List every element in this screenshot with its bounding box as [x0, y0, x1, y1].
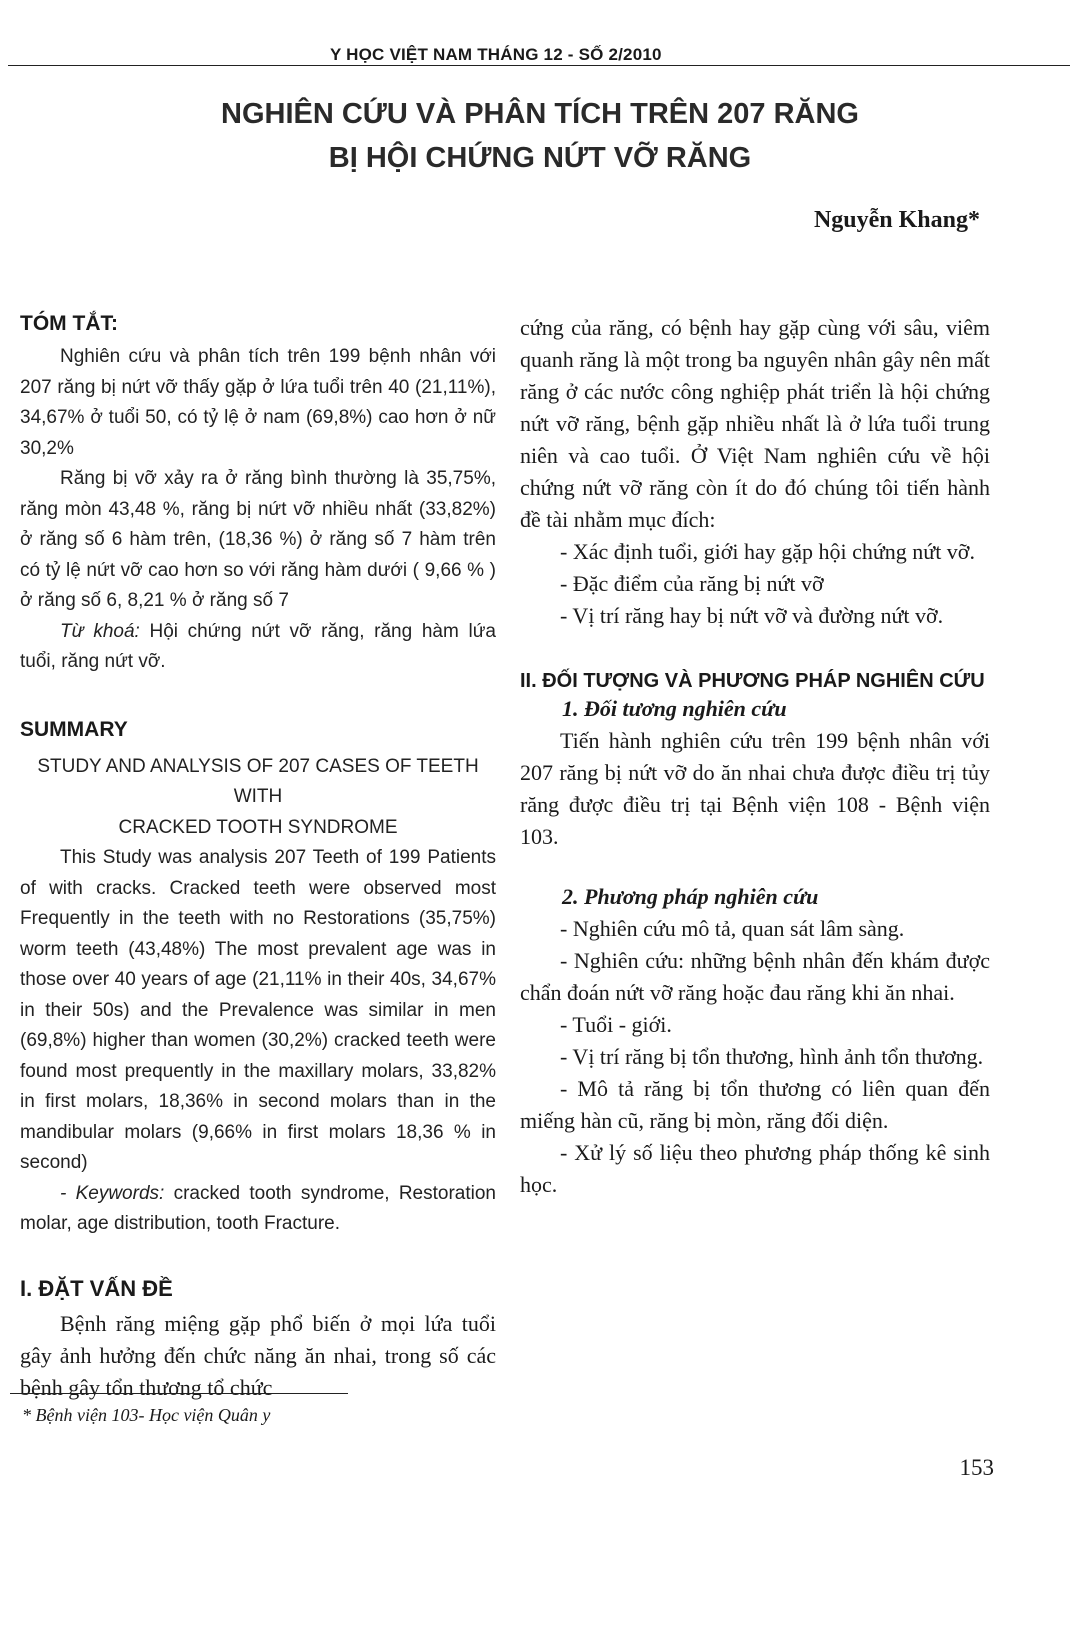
method-item-3: - Tuổi - giới. — [560, 1012, 672, 1037]
summary-title-line-2: CRACKED TOOTH SYNDROME — [118, 816, 398, 838]
subsection-1-text: Tiến hành nghiên cứu trên 199 bệnh nhân với 207 răng bị nứt vỡ do ăn nhai chưa được điều trị tủy răng được điều trị tại Bệnh viện 108 - Bệnh viện 103. — [520, 728, 990, 849]
summary-keywords-text: cracked tooth syndrome, Restoration molar, age distribution, tooth Fracture. — [20, 1182, 496, 1234]
summary-keywords — [20, 1179, 496, 1240]
abstract-vi-heading: TÓM TẮT: — [20, 312, 118, 335]
abstract-vi-paragraph-2: Răng bị vỡ xảy ra ở răng bình thường là 35,75%, răng mòn 43,48 %, răng bị nứt vỡ nhiều nhất (33,82%) ở răng số 6 hàm trên, (18,36 %) ở răng số 7 hàm trên có tỷ lệ nứt vỡ cao hơn so với răng hàm dưới ( 9,66 % ) ở răng số 6, 8,21 % ở răng số 7 — [20, 468, 496, 611]
title-line-2: BỊ HỘI CHỨNG NỨT VỠ RĂNG — [328, 142, 752, 174]
keywords-text: Hội chứng nứt vỡ răng, răng hàm lứa tuổi, răng nứt vỡ. — [20, 620, 497, 672]
page-number: 153 — [959, 1455, 994, 1480]
right-column — [520, 312, 990, 1201]
summary-body: This Study was analysis 207 Teeth of 199 Patients of with cracks. Cracked teeth were observed most Frequently in the teeth with no Restorations (35,75%) worm teeth (43,48%) The most prevalent age was in those over 40 years of age (21,11% in their 40s, 34,67% in their 50s) and the Prevalence was similar in men (69,8%) higher than women (30,2%) cracked teeth were found most prequently in the maxillary molars, 33,82% in first molars, 18,36% in second molars than in the mandibular molars (9,66% in first molars 18,36 % in second) — [20, 847, 496, 1173]
aim-item-3: - Vị trí răng hay bị nứt vỡ và đường nứt vỡ. — [560, 603, 944, 628]
method-item-6: - Xử lý số liệu theo phương pháp thống kê sinh học. — [520, 1140, 990, 1197]
method-item-2: - Nghiên cứu: những bệnh nhân đến khám được chẩn đoán nứt vỡ răng hoặc đau răng khi ăn nhai. — [520, 948, 990, 1005]
method-item-1: - Nghiên cứu mô tả, quan sát lâm sàng. — [560, 916, 905, 941]
section-1-heading: I. ĐẶT VẤN ĐỀ — [20, 1275, 173, 1301]
footnote: * Bệnh viện 103- Học viện Quân y — [22, 1405, 271, 1425]
left-column — [20, 312, 496, 1404]
summary-title-line-1: STUDY AND ANALYSIS OF 207 CASES OF TEETH WITH — [37, 755, 479, 807]
section-2-heading: II. ĐỐI TƯỢNG VÀ PHƯƠNG PHÁP NGHIÊN CỨU — [520, 670, 985, 692]
abstract-vi-paragraph-1: Nghiên cứu và phân tích trên 199 bệnh nhân với 207 răng bị nứt vỡ thấy gặp ở lứa tuổi trên 40 (21,11%), 34,67% ở tuổi 50, có tỷ lệ ở nam (69,8%) cao hơn ở nữ 30,2% — [20, 346, 496, 459]
method-item-5: - Mô tả răng bị tổn thương có liên quan đến miếng hàn cũ, răng bị mòn, răng đối diện. — [520, 1076, 990, 1133]
summary-heading: SUMMARY — [20, 717, 128, 741]
aim-item-2: - Đặc điểm của răng bị nứt vỡ — [560, 571, 824, 596]
section-1-paragraph-left: Bệnh răng miệng gặp phổ biến ở mọi lứa tuổi gây ảnh hưởng đến chức năng ăn nhai, trong số các bệnh gây tổn thương tổ chức — [20, 1310, 496, 1400]
journal-header: Y HỌC VIỆT NAM THÁNG 12 - SỐ 2/2010 — [330, 45, 662, 64]
summary-keywords-label: - Keywords: — [60, 1182, 165, 1204]
method-item-4: - Vị trí răng bị tổn thương, hình ảnh tổn thương. — [560, 1044, 984, 1069]
section-1-paragraph-right: cứng của răng, có bệnh hay gặp cùng với sâu, viêm quanh răng là một trong ba nguyên nhân gây nên mất răng ở các nước công nghiệp phát triển là hội chứng nứt vỡ răng, bệnh gặp nhiều nhất là ở lứa tuổi trung niên và cao tuổi. Ở Việt Nam nghiên cứu về hội chứng nứt vỡ răng còn ít do đó chúng tôi tiến hành đề tài nhằm mục đích: — [520, 315, 990, 532]
header-rule — [8, 65, 1070, 66]
subsection-1-heading: 1. Đối tương nghiên cứu — [562, 696, 787, 721]
abstract-vi-keywords — [20, 617, 496, 678]
article-title — [100, 92, 980, 180]
title-line-1: NGHIÊN CỨU VÀ PHÂN TÍCH TRÊN 207 RĂNG — [221, 98, 859, 130]
aim-item-1: - Xác định tuổi, giới hay gặp hội chứng nứt vỡ. — [560, 539, 975, 564]
author: Nguyễn Khang* — [813, 207, 980, 233]
keywords-label: Từ khoá: — [60, 620, 140, 642]
subsection-2-heading: 2. Phương pháp nghiên cứu — [562, 884, 819, 909]
footnote-rule — [10, 1393, 348, 1394]
